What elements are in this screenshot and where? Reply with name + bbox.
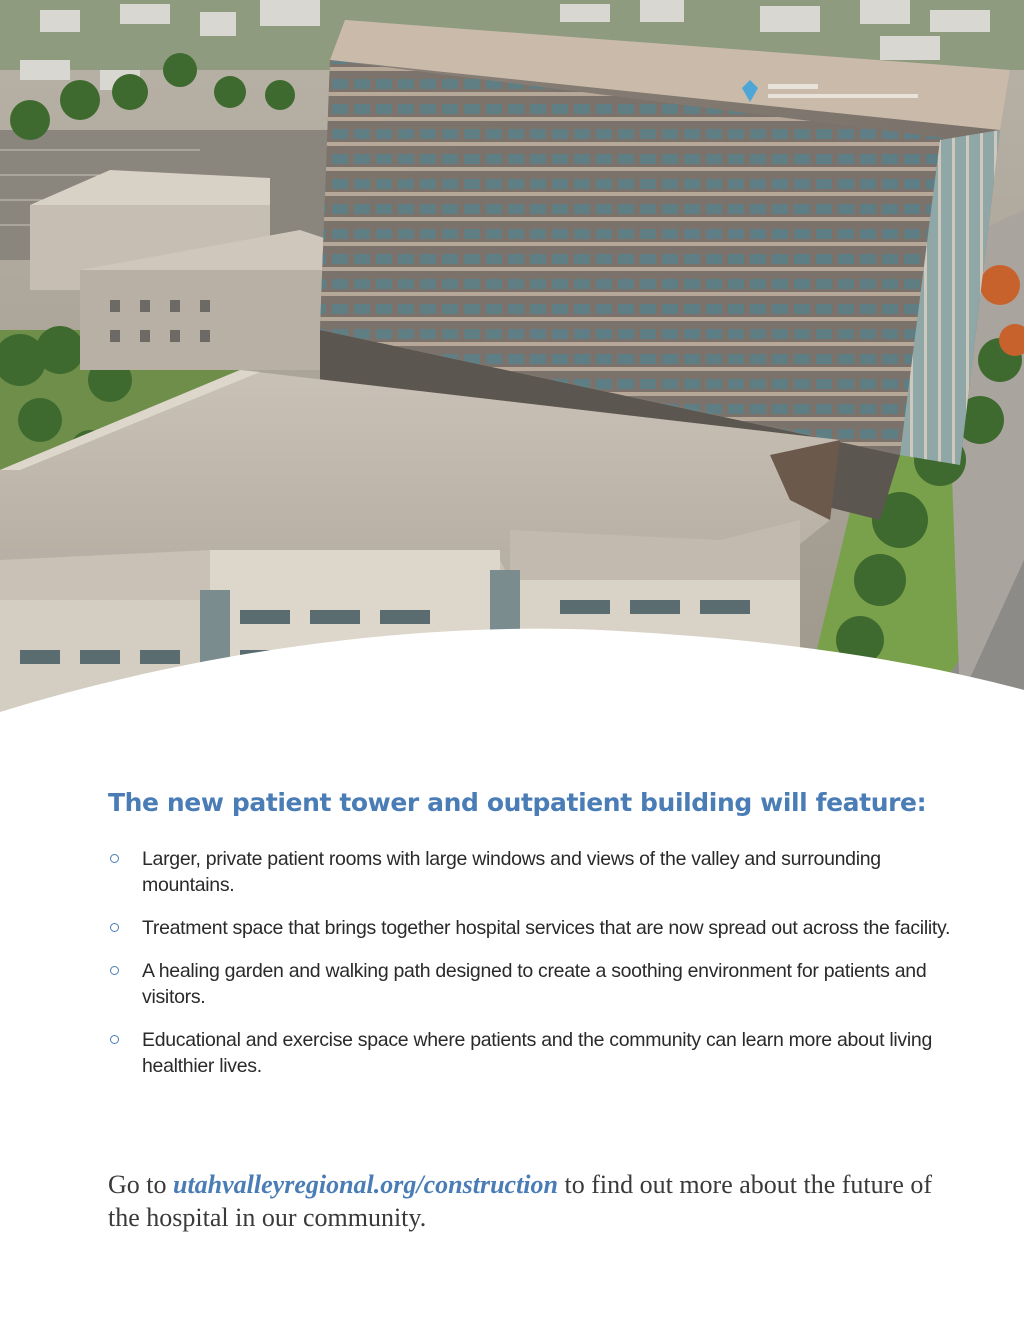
list-item-text: A healing garden and walking path designed to create a soothing environment for patients and visitors. bbox=[142, 960, 927, 1008]
call-to-action bbox=[108, 1168, 968, 1234]
list-item bbox=[108, 1027, 958, 1079]
circle-bullet-icon bbox=[110, 923, 119, 932]
list-item-text: Treatment space that brings together hospital services that are now spread out across the facility. bbox=[142, 917, 951, 939]
section-heading: The new patient tower and outpatient building will feature: bbox=[108, 788, 927, 817]
list-item bbox=[108, 958, 958, 1010]
list-item bbox=[108, 915, 958, 941]
cta-suffix: to find out more about the future of the hospital in our community. bbox=[108, 1170, 933, 1232]
circle-bullet-icon bbox=[110, 966, 119, 975]
list-item-text: Educational and exercise space where patients and the community can learn more about living healthier lives. bbox=[142, 1029, 933, 1077]
feature-list bbox=[108, 846, 958, 1096]
list-item-text: Larger, private patient rooms with large windows and views of the valley and surrounding mountains. bbox=[142, 848, 881, 896]
circle-bullet-icon bbox=[110, 1035, 119, 1044]
cta-prefix: Go to bbox=[108, 1170, 167, 1199]
construction-link[interactable]: utahvalleyregional.org/construction bbox=[173, 1170, 558, 1199]
circle-bullet-icon bbox=[110, 854, 119, 863]
list-item bbox=[108, 846, 958, 898]
